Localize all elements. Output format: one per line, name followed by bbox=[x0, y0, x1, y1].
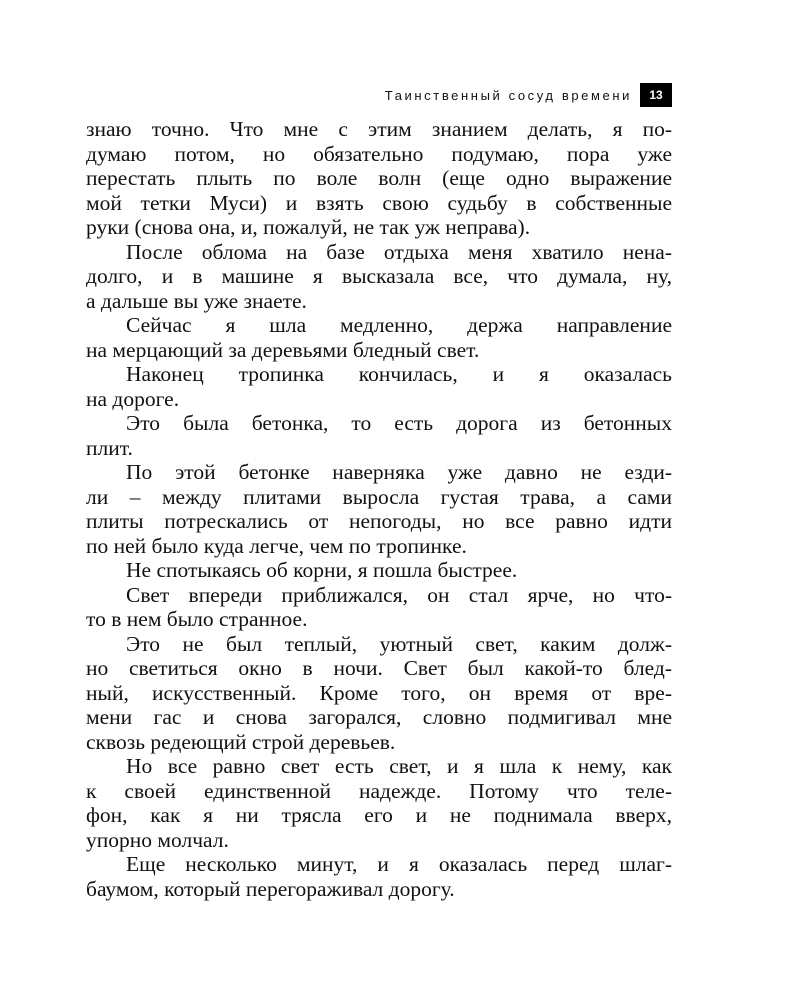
text-line: а дальше вы уже знаете. bbox=[86, 288, 307, 313]
text-line: Но все равно свет есть свет, и я шла к нему, как bbox=[126, 754, 672, 778]
text-line: по ней было куда легче, чем по тропинке. bbox=[86, 533, 467, 558]
page-number: 13 bbox=[640, 83, 672, 107]
running-title: Таинственный сосуд времени bbox=[384, 87, 632, 103]
text-line: знаю точно. Что мне с этим знанием делать, я по- bbox=[86, 117, 672, 141]
text-line: плит. bbox=[86, 435, 133, 460]
text-line: мой тетки Муси) и взять свою судьбу в собственные bbox=[86, 190, 672, 215]
text-line: Свет впереди приближался, он стал ярче, но что- bbox=[126, 582, 672, 607]
running-header bbox=[385, 83, 672, 107]
text-line: Еще несколько минут, и я оказалась перед шлаг- bbox=[126, 852, 672, 876]
text-line: долго, и в машине я высказала все, что думала, ну, bbox=[86, 264, 672, 288]
text-line: плиты потрескались от непогоды, но все равно идти bbox=[86, 509, 672, 533]
text-line: Наконец тропинка кончилась, и я оказалась bbox=[126, 362, 672, 386]
text-line: то в нем было странное. bbox=[86, 607, 308, 631]
text-line: на дороге. bbox=[86, 386, 180, 411]
text-line: мени гас и снова загорался, словно подмигивал мне bbox=[86, 705, 672, 729]
text-line: сквозь редеющий строй деревьев. bbox=[86, 729, 396, 754]
text-line: к своей единственной надежде. Потому что теле- bbox=[86, 778, 672, 803]
text-line: Это была бетонка, то есть дорога из бетонных bbox=[126, 411, 672, 435]
text-line: на мерцающий за деревьями бледный свет. bbox=[86, 337, 480, 362]
text-line: думаю потом, но обязательно подумаю, пора уже bbox=[86, 141, 672, 166]
text-line: ный, искусственный. Кроме того, он время от вре- bbox=[86, 680, 672, 705]
text-line: После облома на базе отдыха меня хватило нена- bbox=[126, 239, 672, 264]
text-line: Не спотыкаясь об корни, я пошла быстрее. bbox=[126, 558, 518, 582]
text-line: ли – между плитами выросла густая трава, а сами bbox=[86, 484, 672, 509]
text-line: руки (снова она, и, пожалуй, не так уж неправа). bbox=[86, 215, 531, 239]
body-text bbox=[86, 117, 672, 901]
text-line: По этой бетонке наверняка уже давно не езди- bbox=[126, 460, 672, 484]
text-line: Это не был теплый, уютный свет, каким долж- bbox=[126, 631, 672, 656]
text-line: перестать плыть по воле волн (еще одно выражение bbox=[86, 166, 672, 190]
text-line: упорно молчал. bbox=[86, 827, 229, 852]
text-line: Сейчас я шла медленно, держа направление bbox=[126, 313, 672, 337]
text-line: но светиться окно в ночи. Свет был какой-то блед- bbox=[86, 656, 672, 680]
text-line: фон, как я ни трясла его и не поднимала вверх, bbox=[86, 803, 672, 827]
text-line: баумом, который перегораживал дорогу. bbox=[86, 876, 455, 901]
